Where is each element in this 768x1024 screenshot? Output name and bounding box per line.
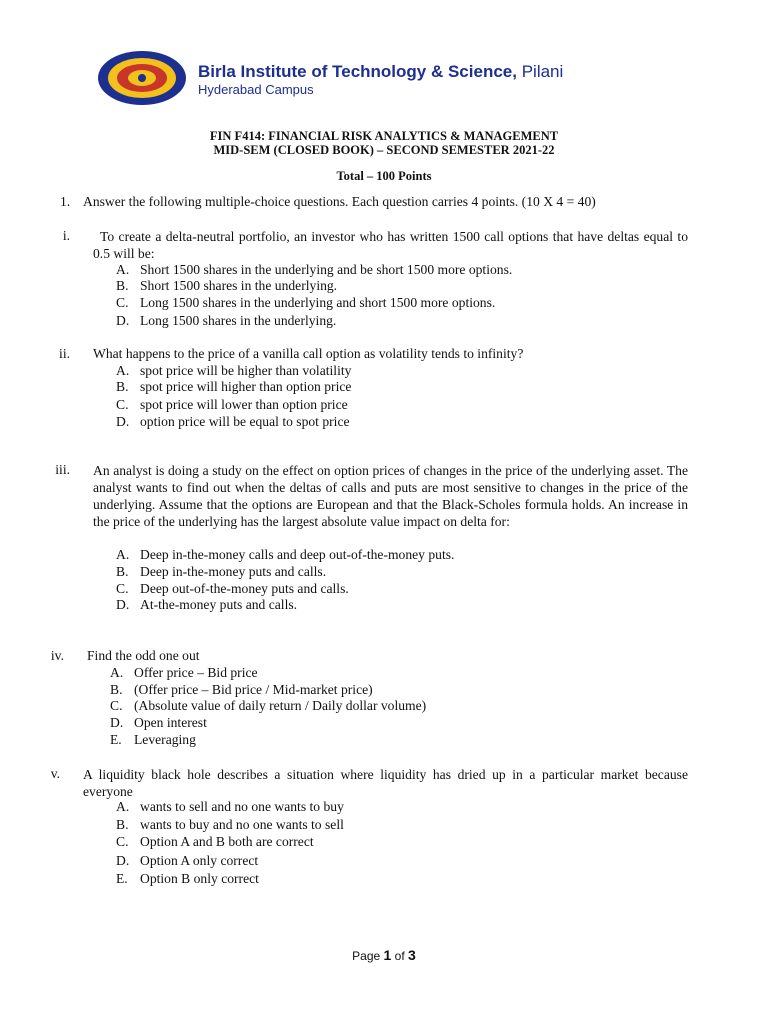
total-points: Total – 100 Points <box>336 169 432 183</box>
question-number: iii. <box>55 462 70 477</box>
institute-city: Pilani <box>521 62 564 81</box>
option-letter: C. <box>116 295 129 310</box>
option-text: Long 1500 shares in the underlying and short 1500 more options. <box>140 295 496 310</box>
institute-name <box>198 62 563 82</box>
question-number: ii. <box>59 346 70 361</box>
option-letter: B. <box>116 379 129 394</box>
option-letter: A. <box>116 262 130 277</box>
option-letter: B. <box>116 817 129 832</box>
option-letter: C. <box>116 834 129 849</box>
course-title: FIN F414: FINANCIAL RISK ANALYTICS & MANAGEMENT <box>209 129 559 143</box>
option-letter: C. <box>116 397 129 412</box>
option-text: spot price will be higher than volatility <box>140 363 352 378</box>
question-number: v. <box>50 766 60 781</box>
option-text: spot price will higher than option price <box>140 379 352 394</box>
institute-header <box>95 46 680 108</box>
option-text: At-the-money puts and calls. <box>140 597 298 612</box>
bits-logo-emblem <box>97 50 187 106</box>
option-text: Option B only correct <box>140 871 259 886</box>
option-letter: A. <box>116 799 130 814</box>
question-text: What happens to the price of a vanilla call option as volatility tends to infinity? <box>93 346 524 361</box>
option-letter: A. <box>110 665 124 680</box>
option-letter: C. <box>110 698 123 713</box>
option-letter: D. <box>116 313 130 328</box>
option-text: wants to buy and no one wants to sell <box>140 817 344 832</box>
section-instructions: Answer the following multiple-choice questions. Each question carries 4 points. (10 X 4 = 40) <box>83 194 596 209</box>
option-text: Leveraging <box>134 732 196 747</box>
institute-name-main: Birla Institute of Technology & Science, <box>198 62 517 81</box>
option-letter: D. <box>116 853 130 868</box>
option-text: (Offer price – Bid price / Mid-market price) <box>134 682 373 697</box>
option-letter: A. <box>116 547 130 562</box>
option-text: Deep out-of-the-money puts and calls. <box>140 581 349 596</box>
question-number: i. <box>62 228 70 243</box>
option-letter: E. <box>110 732 122 747</box>
option-text: option price will be equal to spot price <box>140 414 350 429</box>
option-text: (Absolute value of daily return / Daily dollar volume) <box>134 698 427 713</box>
option-letter: D. <box>116 597 130 612</box>
page-word: Page <box>352 949 381 963</box>
option-letter: C. <box>116 581 129 596</box>
question-text: Find the odd one out <box>87 648 200 663</box>
page-footer <box>0 947 768 963</box>
campus-name: Hyderabad Campus <box>198 82 314 97</box>
option-letter: E. <box>116 871 128 886</box>
option-letter: B. <box>116 564 129 579</box>
option-text: Open interest <box>134 715 207 730</box>
option-text: spot price will lower than option price <box>140 397 348 412</box>
page-total: 3 <box>408 947 416 963</box>
option-letter: A. <box>116 363 130 378</box>
exam-title: MID-SEM (CLOSED BOOK) – SECOND SEMESTER 2021-22 <box>213 143 555 157</box>
option-text: Short 1500 shares in the underlying and be short 1500 more options. <box>140 262 513 277</box>
option-text: wants to sell and no one wants to buy <box>140 799 344 814</box>
section-number: 1. <box>60 194 71 209</box>
option-text: Short 1500 shares in the underlying. <box>140 278 338 293</box>
question-number: iv. <box>50 648 64 663</box>
option-text: Deep in-the-money puts and calls. <box>140 564 327 579</box>
option-text: Long 1500 shares in the underlying. <box>140 313 337 328</box>
of-word: of <box>394 949 405 963</box>
option-text: Deep in-the-money calls and deep out-of-the-money puts. <box>140 547 455 562</box>
option-text: Offer price – Bid price <box>134 665 258 680</box>
question-text: An analyst is doing a study on the effect on option prices of changes in the price of the underlying asset. The analyst wants to find out when the deltas of calls and puts are most sensitive to changes in the price of the underlying. Assume that the options are European and that the Black-Scholes formula holds. An increase in the price of the underlying has the largest absolute value impact on delta for: <box>93 463 688 529</box>
option-letter: D. <box>116 414 130 429</box>
question-text: To create a delta-neutral portfolio, an investor who has written 1500 call options that have deltas equal to 0.5 will be: <box>93 229 688 261</box>
option-letter: D. <box>110 715 124 730</box>
option-text: Option A only correct <box>140 853 259 868</box>
option-letter: B. <box>110 682 123 697</box>
question-text: A liquidity black hole describes a situation where liquidity has dried up in a particular market because everyone <box>83 767 688 799</box>
option-letter: B. <box>116 278 129 293</box>
page-number: 1 <box>383 947 392 963</box>
option-text: Option A and B both are correct <box>140 834 314 849</box>
